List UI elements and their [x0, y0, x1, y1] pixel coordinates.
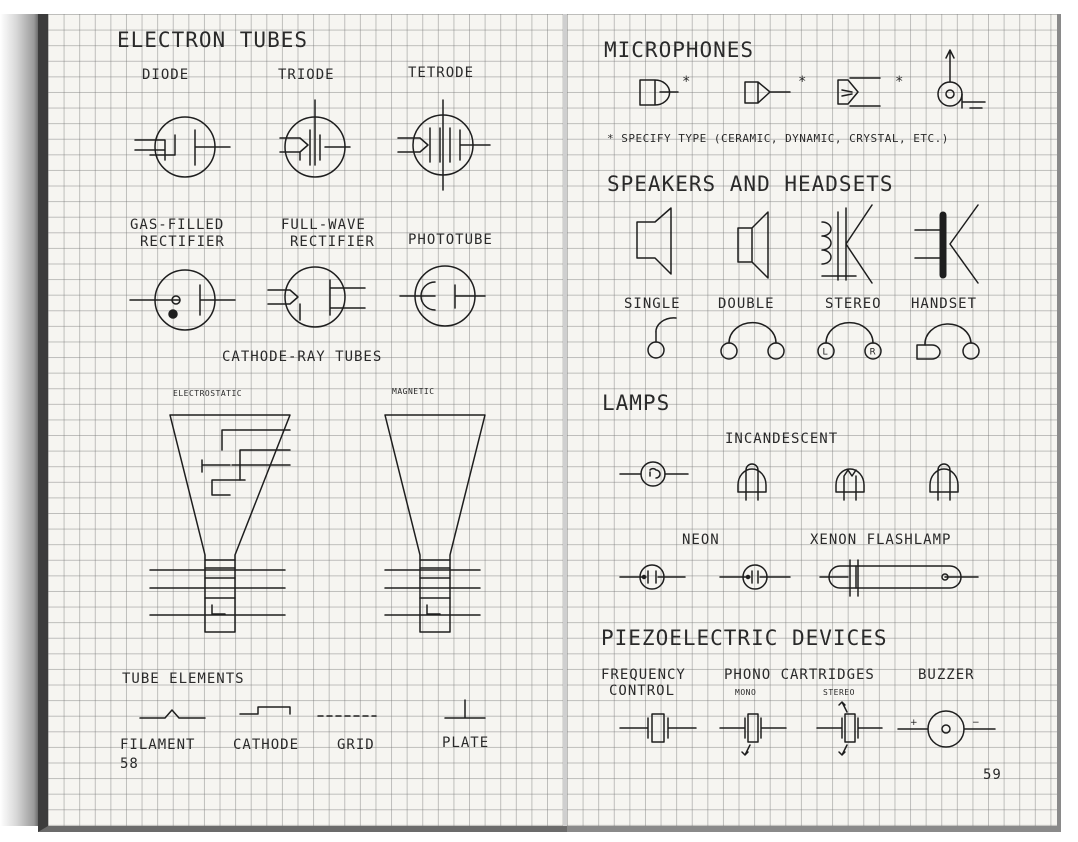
label-grid: GRID	[337, 737, 375, 753]
microphone-type-note: * SPECIFY TYPE (CERAMIC, DYNAMIC, CRYSTAL, ETC.)	[607, 132, 949, 145]
label-frequency: FREQUENCY	[601, 667, 686, 683]
label-filament: FILAMENT	[120, 737, 196, 753]
page-number-left: 58	[120, 756, 139, 772]
mic-asterisk-2: *	[798, 74, 808, 90]
label-triode: TRIODE	[278, 67, 335, 83]
binding-shadow	[0, 14, 40, 826]
label-phototube: PHOTOTUBE	[408, 232, 493, 248]
stereo-left-mark: L	[822, 347, 828, 358]
label-rectifier-2: RECTIFIER	[290, 234, 375, 250]
label-gas-filled: GAS-FILLED	[130, 217, 225, 233]
label-magnetic: MAGNETIC	[392, 387, 435, 396]
label-stereo: STEREO	[825, 296, 882, 312]
label-plate: PLATE	[442, 735, 490, 751]
mic-asterisk-1: *	[682, 74, 692, 90]
buzzer-plus: +	[910, 718, 918, 728]
label-incandescent: INCANDESCENT	[725, 431, 839, 447]
page-number-right: 59	[983, 767, 1002, 783]
tube-elements-heading: TUBE ELEMENTS	[122, 671, 245, 687]
label-rectifier-1: RECTIFIER	[140, 234, 225, 250]
label-handset: HANDSET	[911, 296, 978, 312]
label-control: CONTROL	[609, 683, 676, 699]
label-neon: NEON	[682, 532, 720, 548]
label-single: SINGLE	[624, 296, 681, 312]
lamps-title: LAMPS	[602, 391, 671, 415]
label-diode: DIODE	[142, 67, 190, 83]
label-double: DOUBLE	[718, 296, 775, 312]
electron-tubes-title: ELECTRON TUBES	[117, 28, 309, 52]
buzzer-minus: −	[972, 718, 980, 728]
mic-asterisk-3: *	[895, 74, 905, 90]
label-cathode: CATHODE	[233, 737, 300, 753]
label-stereo-cartridge: STEREO	[823, 688, 855, 697]
label-mono: MONO	[735, 688, 757, 697]
label-tetrode: TETRODE	[408, 65, 475, 81]
left-page	[38, 14, 575, 832]
label-full-wave: FULL-WAVE	[281, 217, 366, 233]
label-xenon-flashlamp: XENON FLASHLAMP	[810, 532, 952, 548]
label-phono-cartridges: PHONO CARTRIDGES	[724, 667, 875, 683]
label-buzzer: BUZZER	[918, 667, 975, 683]
crt-heading: CATHODE-RAY TUBES	[222, 349, 383, 365]
stereo-right-mark: R	[869, 347, 876, 358]
label-electrostatic: ELECTROSTATIC	[173, 389, 243, 398]
piezo-title: PIEZOELECTRIC DEVICES	[601, 626, 888, 650]
speakers-title: SPEAKERS AND HEADSETS	[607, 172, 894, 196]
microphones-title: MICROPHONES	[604, 38, 755, 62]
